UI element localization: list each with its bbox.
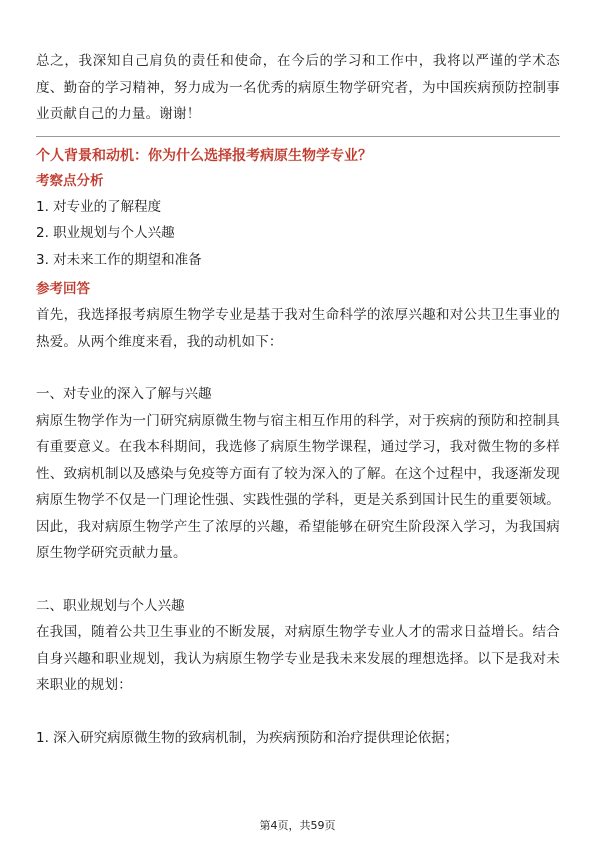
part2-heading: 二、职业规划与个人兴趣 [36,597,185,614]
answer-heading: 参考回答 [36,281,90,297]
analysis-point: 3. 对未来工作的期望和准备 [36,251,202,268]
spacer [36,355,560,381]
section-divider [36,136,560,137]
spacer [36,567,560,593]
question-title: 个人背景和动机：你为什么选择报考病原生物学专业？ [36,147,372,164]
spacer [36,699,560,725]
closing-paragraph: 总之，我深知自己肩负的责任和使命，在今后的学习和工作中，我将以严谨的学术态度、勤奋的学习精神，努力成为一名优秀的病原生物学研究者，为中国疾病预防控制事业贡献自己的力量。谢谢！ [36,53,560,122]
part1-text: 病原生物学作为一门研究病原微生物与宿主相互作用的科学，对于疾病的预防和控制具有重要意义。在我本科期间，我选修了病原生物学课程，通过学习，我对微生物的多样性、致病机制以及感染与免疫等方面有了较为深入的了解。在这个过程中，我逐渐发现病原生物学不仅是一门理论性强、实践性强的学科，更是关系到国计民生的重要领域。因此，我对病原生物学产生了浓厚的兴趣，希望能够在研究生阶段深入学习，为我国病原生物学研究贡献力量。 [36,412,560,561]
analysis-point: 2. 职业规划与个人兴趣 [36,225,175,241]
analysis-heading: 考察点分析 [36,172,104,189]
page-number-footer: 第4页，共59页 [259,819,336,832]
answer-intro: 首先，我选择报考病原生物学专业是基于我对生命科学的浓厚兴趣和对公共卫生事业的热爱。从两个维度来看，我的动机如下： [36,307,560,350]
part2-text: 在我国，随着公共卫生事业的不断发展，对病原生物学专业人才的需求日益增长。结合自身兴趣和职业规划，我认为病原生物学专业是我未来发展的理想选择。以下是我对未来职业的规划： [36,624,560,693]
analysis-point: 1. 对专业的了解程度 [36,198,162,215]
plan-item: 1. 深入研究病原微生物的致病机制，为疾病预防和治疗提供理论依据； [36,729,459,746]
page-content [36,48,560,751]
part1-heading: 一、对专业的深入了解与兴趣 [36,386,212,402]
